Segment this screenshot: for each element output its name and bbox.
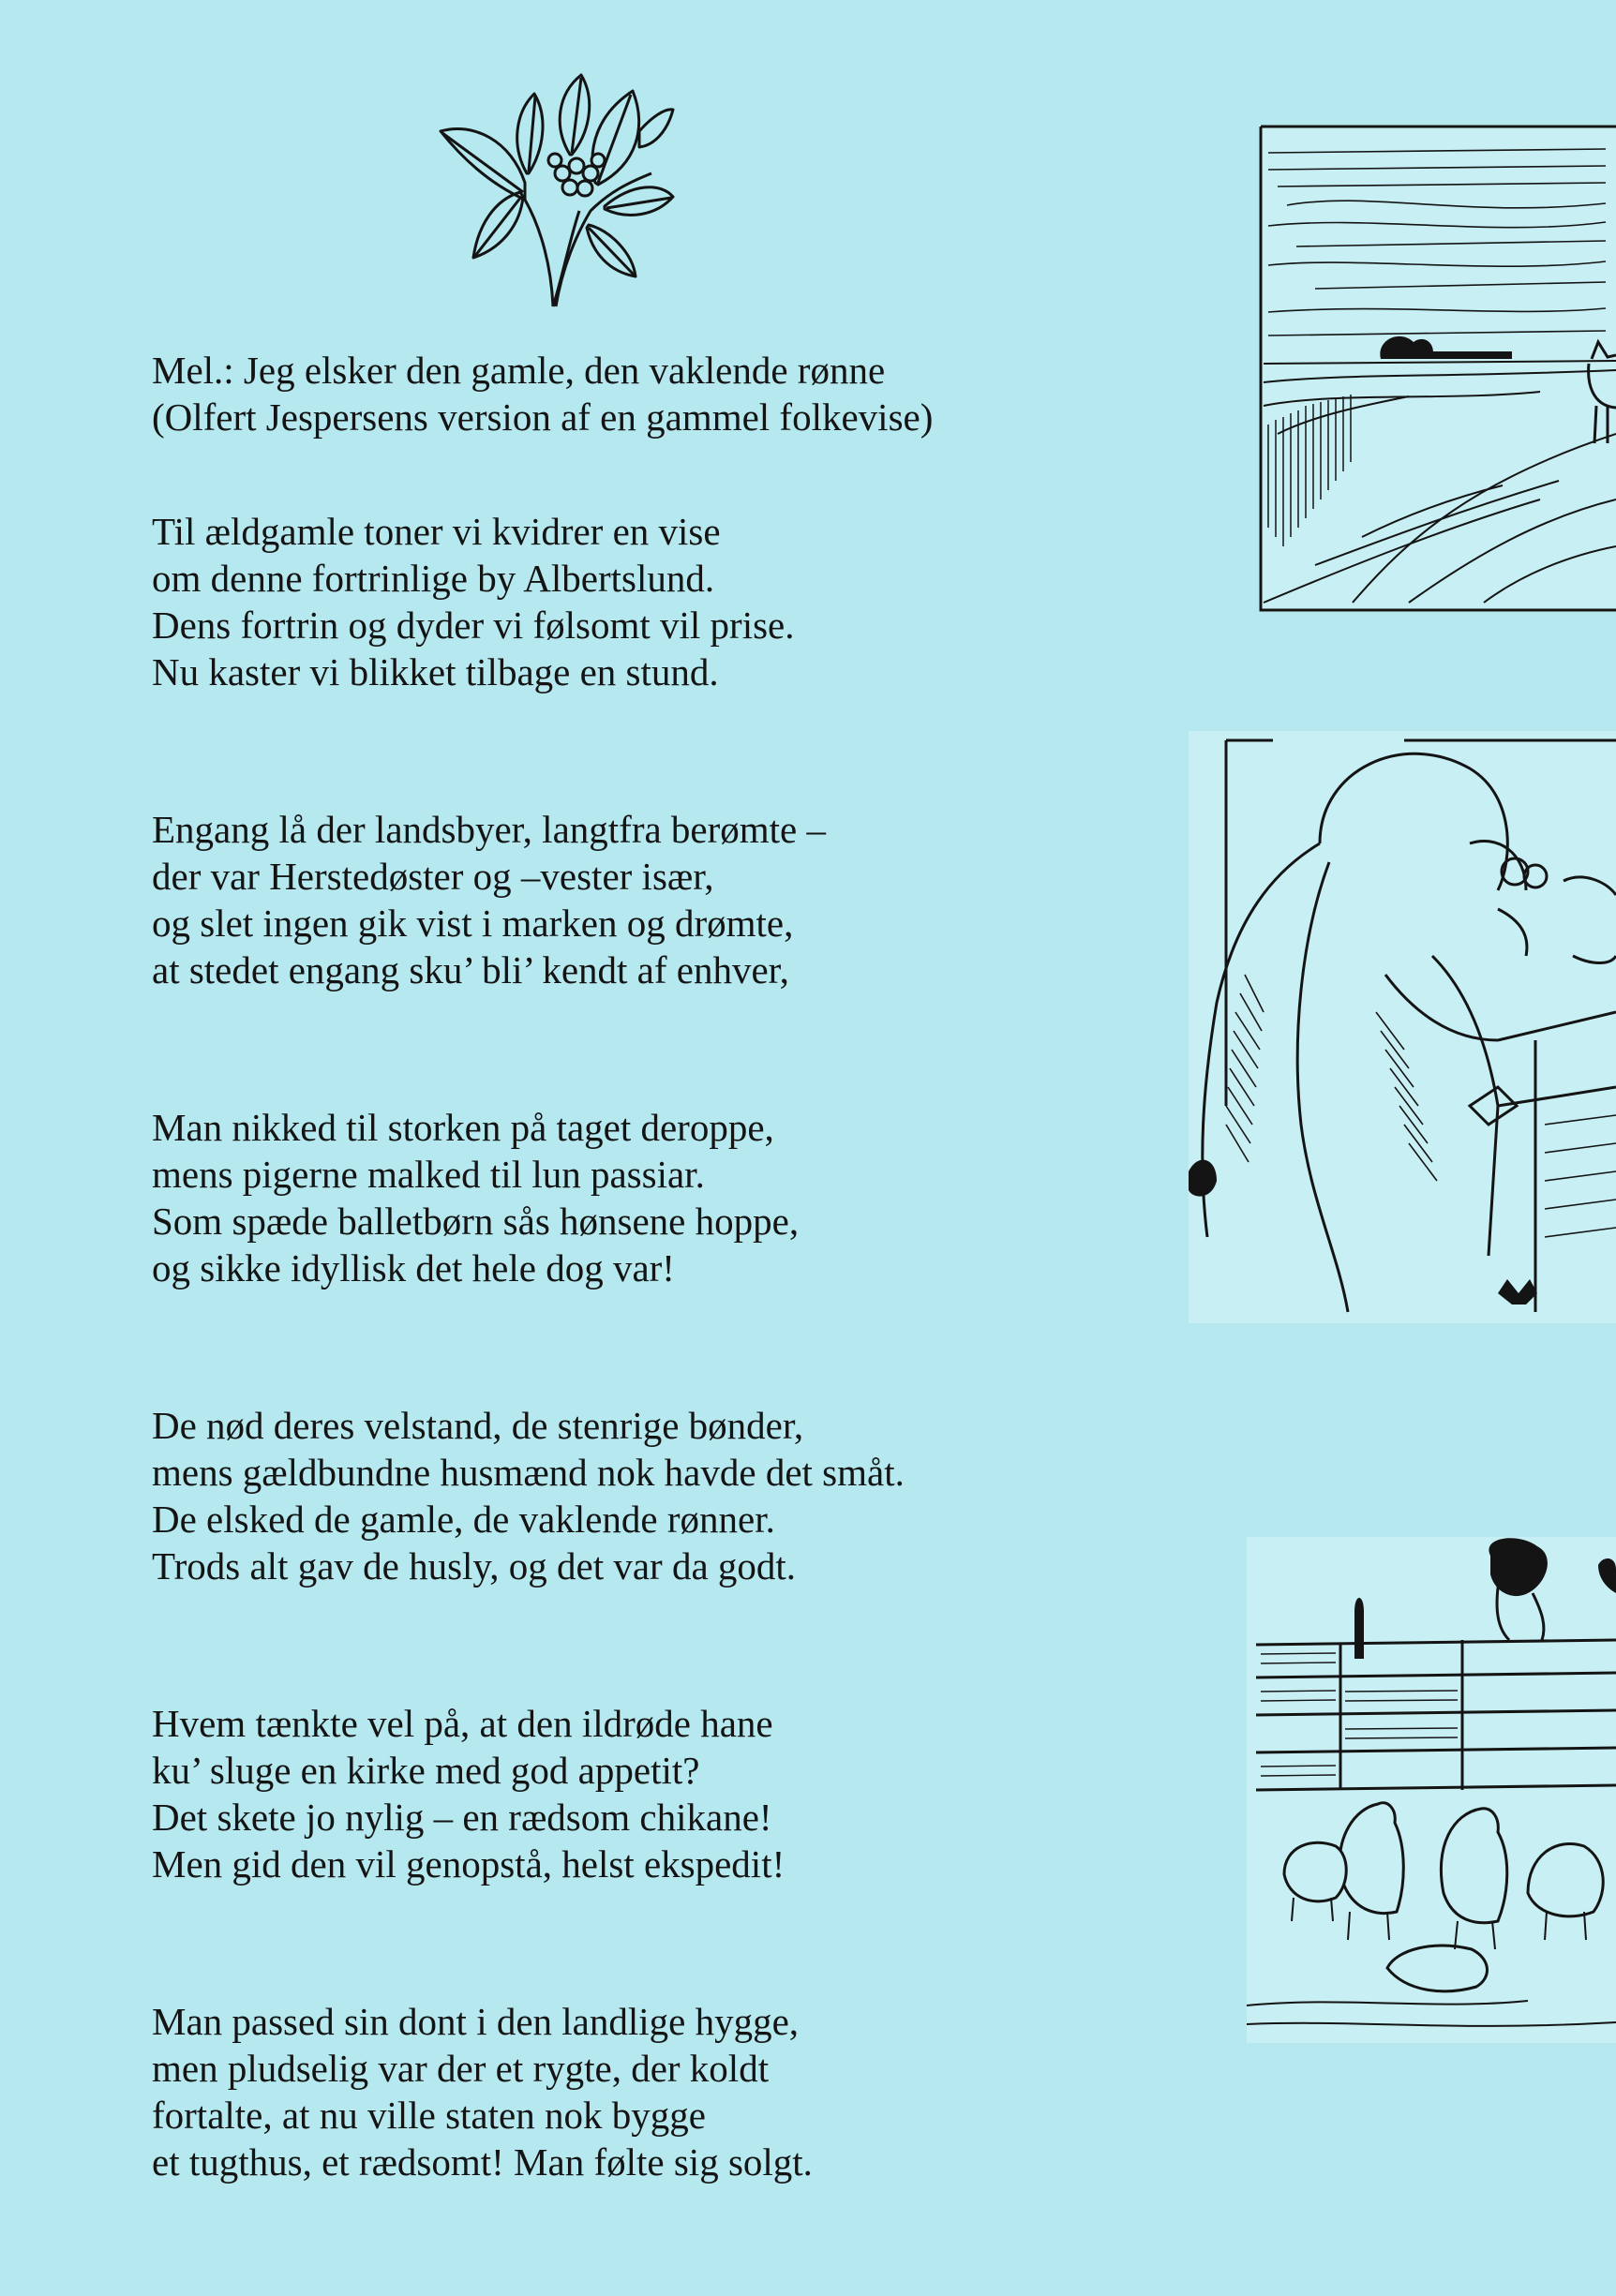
stanza-4 (152, 1402, 1183, 1589)
verse-line: men pludselig var der et rygte, der koldt (152, 2047, 770, 2090)
verse-line: De nød deres velstand, de stenrige bønder, (152, 1404, 804, 1447)
verse-line: ku’ sluge en kirke med god appetit? (152, 1749, 700, 1792)
verse-line: Nu kaster vi blikket tilbage en stund. (152, 650, 719, 693)
verse-line: og slet ingen gik vist i marken og drømte, (152, 902, 794, 945)
verse-line: De elsked de gamle, de vaklende rønner. (152, 1498, 775, 1541)
verse-line: fortalte, at nu ville staten nok bygge (152, 2094, 706, 2137)
stanza-6 (152, 1998, 1183, 2185)
melody-source-line: (Olfert Jespersens version af en gammel folkevise) (152, 395, 934, 439)
verse-line: Til ældgamle toner vi kvidrer en vise (152, 510, 721, 553)
farmyard-illustration (1247, 1537, 1616, 2043)
landscape-illustration (1259, 125, 1616, 612)
verse-line: Dens fortrin og dyder vi følsomt vil prise. (152, 604, 795, 647)
verse-line: et tugthus, et rædsomt! Man følte sig solgt. (152, 2140, 813, 2184)
verse-line: og sikke idyllisk det hele dog var! (152, 1246, 675, 1290)
verse-line: Som spæde balletbørn sås hønsene hoppe, (152, 1200, 800, 1243)
verse-line: Man nikked til storken på taget deroppe, (152, 1106, 774, 1149)
verse-line: Trods alt gav de husly, og det var da godt. (152, 1544, 797, 1588)
stanza-3 (152, 1104, 1183, 1291)
verse-line: Engang lå der landsbyer, langtfra berømte – (152, 808, 827, 851)
verse-line: Man passed sin dont i den landlige hygge, (152, 2000, 800, 2043)
verse-line: at stedet engang sku’ bli’ kendt af enhver, (152, 948, 789, 991)
verse-line: mens pigerne malked til lun passiar. (152, 1153, 705, 1196)
verse-line: om denne fortrinlige by Albertslund. (152, 557, 715, 600)
stanza-5 (152, 1700, 1183, 1887)
verse-line: mens gældbundne husmænd nok havde det småt. (152, 1451, 905, 1494)
verse-line: Det skete jo nylig – en rædsom chikane! (152, 1796, 772, 1839)
rowan-sprig-icon (422, 42, 675, 309)
old-man-illustration (1189, 731, 1616, 1323)
melody-line: Mel.: Jeg elsker den gamle, den vaklende rønne (152, 349, 886, 392)
verse-line: der var Herstedøster og –vester især, (152, 855, 714, 898)
stanza-1 (152, 508, 1183, 695)
melody-note (152, 347, 1183, 440)
verse-line: Men gid den vil genopstå, helst ekspedit! (152, 1842, 786, 1886)
song-text (152, 347, 1183, 2296)
stanza-2 (152, 806, 1183, 993)
verse-line: Hvem tænkte vel på, at den ildrøde hane (152, 1702, 773, 1745)
